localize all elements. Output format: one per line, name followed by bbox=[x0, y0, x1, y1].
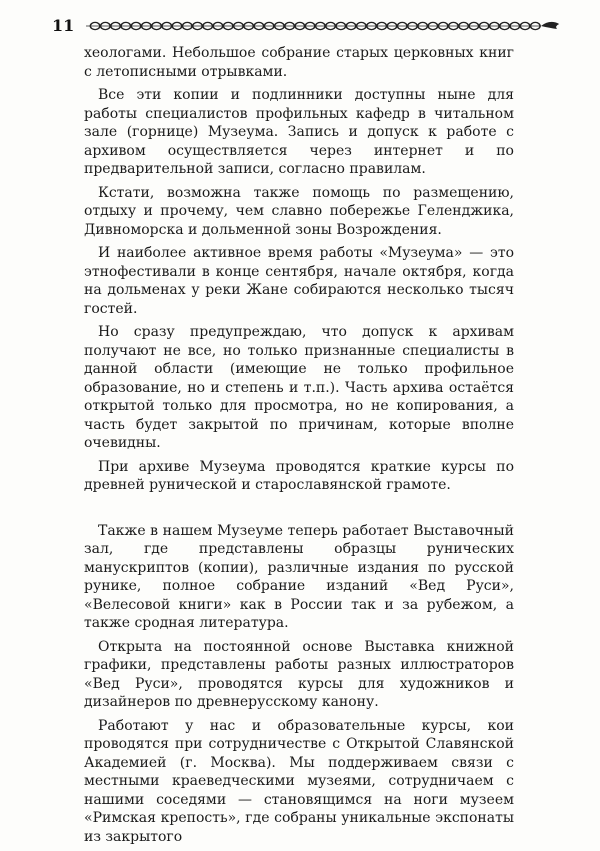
paragraph: Все эти копии и подлинники доступны ныне для работы специалистов профильных кафедр в читальном зале (горнице) Музеума. Запись и допуск к работе с архивом осуществляется через интернет и по предварительной записи, согласно правилам. bbox=[84, 87, 514, 177]
page-number: 11 bbox=[52, 16, 75, 35]
paragraph: И наиболее активное время работы «Музеума» — это этнофестивали в конце сентября, начале октября, когда на дольменах у реки Жане собираются несколько тысяч гостей. bbox=[84, 245, 514, 317]
paragraph: Кстати, возможна также помощь по размещению, отдыху и прочему, чем славно побережье Геленджика, Дивноморска и дольменной зоны Возрождения. bbox=[84, 184, 514, 238]
page-header bbox=[52, 8, 564, 44]
paragraph: При архиве Музеума проводятся краткие курсы по древней рунической и старославянской грамоте. bbox=[84, 458, 514, 493]
paragraph: Но сразу предупреждаю, что допуск к архивам получают не все, но только признанные специалисты в данной области (имеющие не только профильное образование, но и степень и т.п.). Часть архива остаётся открытой только для просмотра, но не копирования, а часть будет закрытой по причинам, которые вполне очевидны. bbox=[84, 324, 514, 451]
paragraph: Также в нашем Музеуме теперь работает Выставочный зал, где представлены образцы рунических манускриптов (копии), различные издания по русской рунике, полное собрание изданий «Вед Руси», «Велесовой книги» как в России так и за рубежом, а также сродная литература. bbox=[84, 522, 514, 631]
paragraph: хеологами. Небольшое собрание старых церковных книг с летописными отрывками. bbox=[84, 45, 514, 80]
text-column bbox=[84, 44, 514, 851]
ornamental-chain-rule-icon bbox=[86, 19, 564, 33]
paragraph: Открыта на постоянной основе Выставка книжной графики, представлены работы разных иллюстраторов «Вед Руси», проводятся курсы для художников и дизайнеров по древнерусскому канону. bbox=[84, 638, 514, 710]
paragraph: Работают у нас и образовательные курсы, кои проводятся при сотрудничестве с Открытой Славянской Академией (г. Москва). Мы поддерживаем связи с местными краеведческими музеями, сотрудничаем с нашими соседями — становящимся на ноги музеем «Римская крепость», где собраны уникальные экспонаты из закрытого bbox=[84, 717, 514, 845]
section-break bbox=[84, 500, 514, 522]
